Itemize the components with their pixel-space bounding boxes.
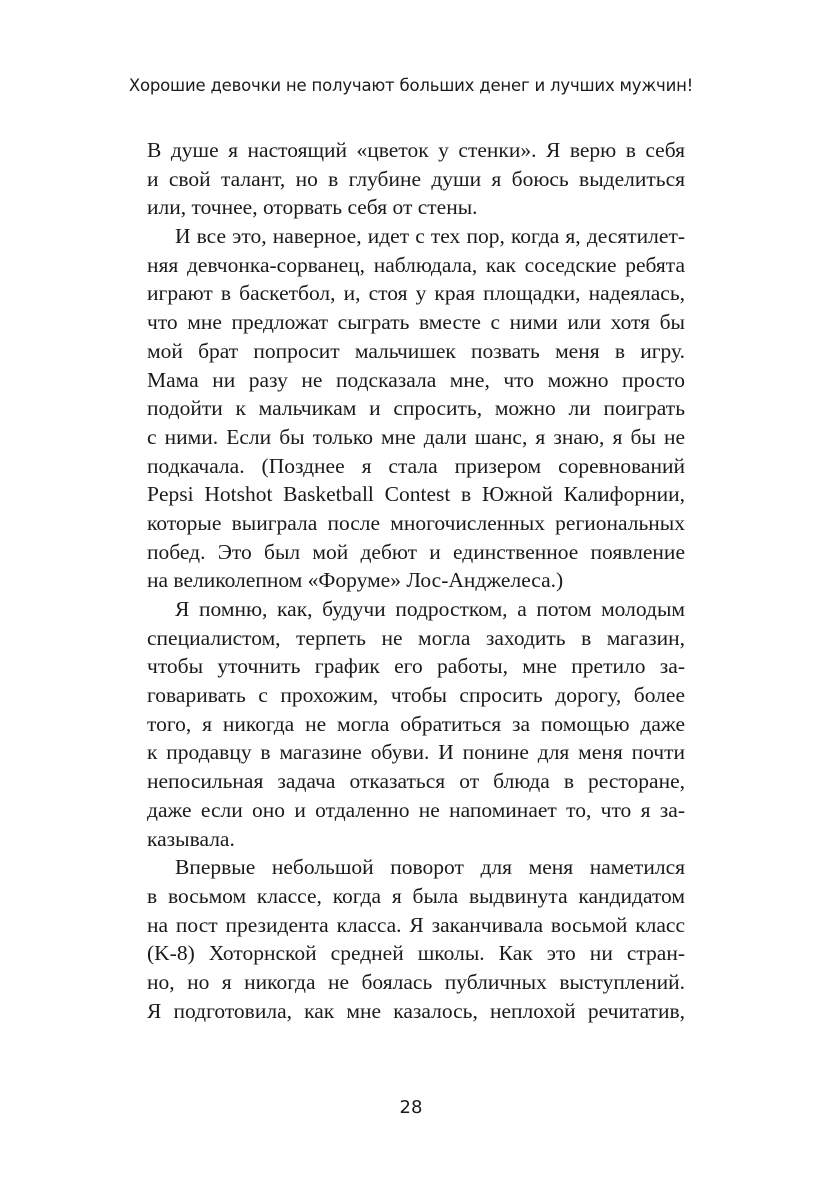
text-line: или, точнее, оторвать себя от стены.	[147, 195, 478, 220]
page-number: 28	[399, 1097, 423, 1118]
text-line: играют в баскетбол, и, стоя у края площадки, надеялась,	[147, 281, 685, 306]
text-line: даже если оно и отдаленно не напоминает то, что я за-	[147, 797, 685, 822]
text-line: И все это, наверное, идет с тех пор, когда я, десятилет-	[175, 224, 685, 249]
text-line: няя девчонка-сорванец, наблюдала, как соседские ребята	[147, 252, 685, 277]
text-line: с ними. Если бы только мне дали шанс, я знаю, я бы не	[147, 424, 685, 449]
body-text	[147, 136, 685, 1025]
paragraph	[147, 222, 685, 595]
paragraph	[147, 853, 685, 1025]
text-line: говаривать с прохожим, чтобы спросить дорогу, более	[147, 683, 685, 708]
text-line: что мне предложат сыграть вместе с ними или хотя бы	[147, 310, 685, 335]
text-line: которые выиграла после многочисленных региональных	[147, 510, 685, 535]
text-line: мой брат попросит мальчишек позвать меня в игру.	[147, 338, 685, 363]
text-line: специалистом, терпеть не могла заходить в магазин,	[147, 625, 685, 650]
text-line: Мама ни разу не подсказала мне, что можно просто	[147, 367, 685, 392]
text-line: но, но я никогда не боялась публичных выступлений.	[147, 969, 685, 994]
text-line: Я помню, как, будучи подростком, а потом молодым	[175, 597, 685, 621]
text-line: Я подготовила, как мне казалось, неплохой речитатив,	[147, 998, 685, 1023]
text-line: на пост президента класса. Я заканчивала восьмой класс	[147, 912, 685, 937]
text-line: (K-8) Хоторнской средней школы. Как это ни стран-	[147, 941, 685, 966]
text-line: побед. Это был мой дебют и единственное появление	[147, 539, 685, 564]
running-head: Хорошие девочки не получают больших денег и лучших мужчин!	[128, 76, 694, 95]
text-line: казывала.	[147, 826, 235, 851]
paragraph	[147, 595, 685, 853]
text-line: в восьмом классе, когда я была выдвинута кандидатом	[147, 883, 685, 908]
text-line: чтобы уточнить график его работы, мне претило за-	[147, 654, 685, 679]
text-line: к продавцу в магазине обуви. И понине для меня почти	[147, 740, 685, 765]
text-line: на великолепном «Форуме» Лос-Анджелеса.)	[147, 568, 564, 593]
text-line: и свой талант, но в глубине души я боюсь выделиться	[147, 166, 685, 191]
text-line: В душе я настоящий «цветок у стенки». Я верю в себя	[147, 138, 685, 162]
text-line: подойти к мальчикам и спросить, можно ли поиграть	[147, 396, 685, 421]
paragraph	[147, 136, 685, 222]
text-line: подкачала. (Позднее я стала призером соревнований	[147, 453, 685, 478]
text-line: того, я никогда не могла обратиться за помощью даже	[147, 711, 685, 736]
text-line: Впервые небольшой поворот для меня наметился	[175, 855, 685, 880]
text-line: Pepsi Hotshot Basketball Contest в Южной Калифорнии,	[147, 482, 685, 507]
text-line: непосильная задача отказаться от блюда в ресторане,	[147, 769, 685, 794]
